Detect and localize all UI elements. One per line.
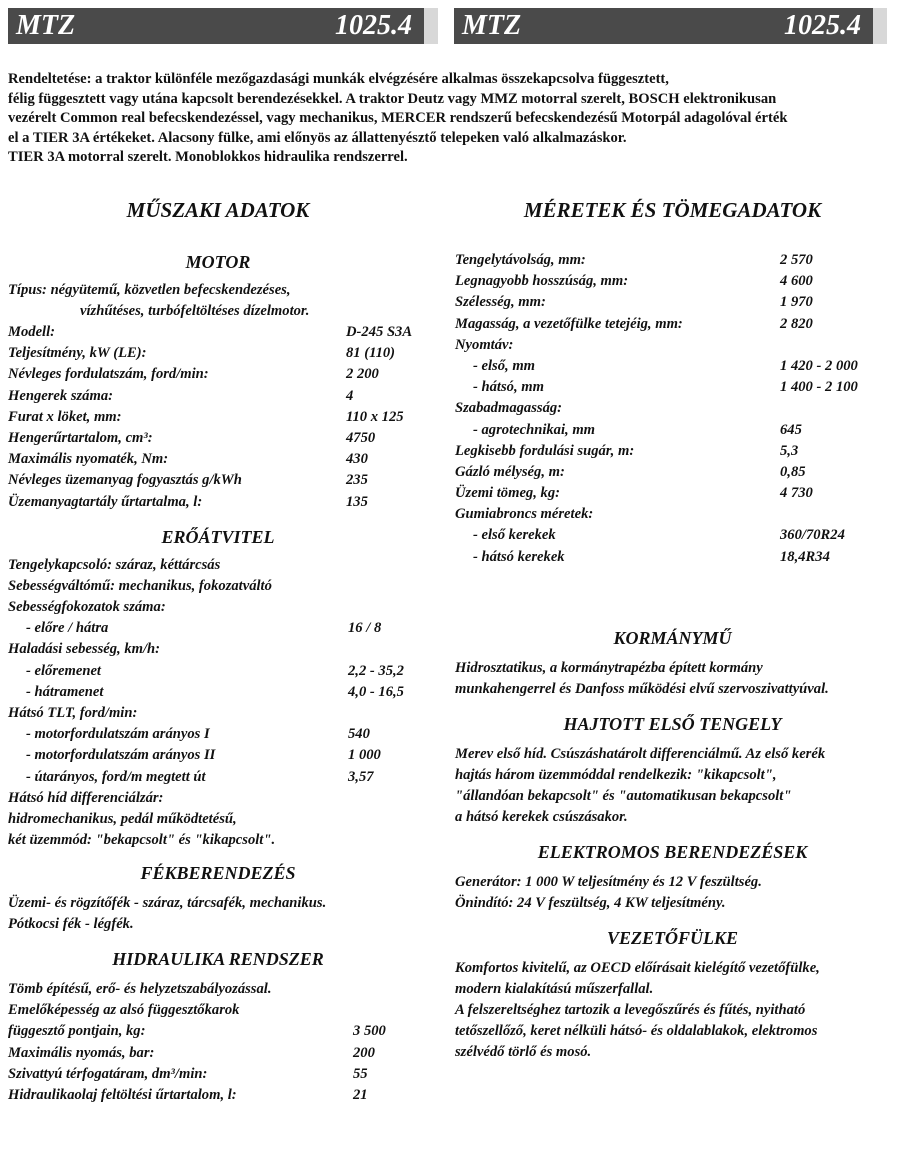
- spec-label: Maximális nyomaték, Nm:: [8, 451, 169, 468]
- spec-value: 4,0 - 16,5: [348, 683, 404, 700]
- subheading-motor: MOTOR: [185, 252, 251, 272]
- subheading-hidraulika: HIDRAULIKA RENDSZER: [112, 949, 324, 970]
- fulke-line: A felszereltséghez tartozik a levegőszűrés és fűtés, nyitható: [455, 1001, 806, 1018]
- spec-label: hidromechanikus, pedál működtetésű,: [8, 810, 237, 827]
- elektromos-line: Generátor: 1 000 W teljesítmény és 12 V feszültség.: [455, 873, 762, 890]
- kormanymu-line: munkahengerrel és Danfoss működési elvű szervoszivattyúval.: [455, 680, 829, 697]
- spec-label: Magasság, a vezetőfülke tetejéig, mm:: [455, 315, 683, 332]
- spec-label: Tengelytávolság, mm:: [455, 252, 586, 268]
- spec-row: [8, 407, 428, 428]
- header-bar-right: [454, 8, 887, 44]
- spec-row: [8, 1085, 428, 1106]
- spec-row: [8, 1064, 428, 1085]
- section-title-dimensions: MÉRETEK ÉS TÖMEGADATOK: [523, 198, 822, 222]
- spec-label: Szélesség, mm:: [455, 294, 546, 311]
- spec-row: [455, 356, 890, 377]
- spec-label: Névleges fordulatszám, ford/min:: [8, 366, 209, 383]
- spec-row: [8, 470, 428, 491]
- spec-value: 4 730: [780, 485, 813, 502]
- spec-label: Hengerek száma:: [8, 387, 113, 404]
- kormanymu-line: Hidrosztatikus, a kormánytrapézba épített kormány: [455, 659, 763, 676]
- spec-value: 21: [353, 1086, 368, 1103]
- spec-row: [8, 576, 428, 597]
- spec-row: [455, 441, 890, 462]
- spec-value: 135: [346, 493, 368, 510]
- spec-value: 0,85: [780, 463, 806, 480]
- spec-value: 540: [348, 726, 370, 743]
- intro-paragraph: [8, 70, 888, 168]
- spec-label: Maximális nyomás, bar:: [8, 1044, 155, 1061]
- spec-value: 235: [346, 472, 368, 489]
- section-title-technical: MŰSZAKI ADATOK: [126, 198, 310, 222]
- spec-label: Sebességfokozatok száma:: [8, 599, 166, 616]
- spec-row: [8, 618, 428, 639]
- spec-label: - agrotechnikai, mm: [473, 421, 596, 438]
- spec-row: [8, 703, 428, 724]
- spec-value: D-245 S3A: [346, 324, 413, 340]
- subheading-fulke: VEZETŐFÜLKE: [606, 927, 739, 948]
- subheading-eroatvitel: ERŐÁTVITEL: [161, 526, 275, 547]
- spec-row: [455, 250, 890, 271]
- spec-row: [8, 745, 428, 766]
- spec-value: 4750: [346, 429, 376, 446]
- spec-row: [455, 525, 890, 546]
- dimensions-spec-table: [455, 250, 890, 568]
- spec-value: 200: [353, 1044, 375, 1061]
- spec-row: [455, 420, 890, 441]
- spec-row: [8, 767, 428, 788]
- spec-row: [455, 547, 890, 568]
- subheading-fek: FÉKBERENDEZÉS: [140, 863, 296, 884]
- spec-row: [8, 555, 428, 576]
- spec-value: 1 420 - 2 000: [780, 357, 858, 374]
- spec-label: Legnagyobb hosszúság, mm:: [455, 273, 629, 290]
- intro-line: el a TIER 3A értékeket. Alacsony fülke, ami előnyös az állattenyésztő telepeken való alkalmazáskor.: [8, 129, 627, 146]
- spec-label: Teljesítmény, kW (LE):: [8, 345, 147, 362]
- spec-row: [8, 830, 428, 851]
- spec-value: 16 / 8: [348, 620, 382, 637]
- spec-label: - első kerekek: [473, 527, 556, 544]
- spec-row: [455, 504, 890, 525]
- left-column: [8, 198, 428, 1106]
- fulke-line: tetőszellőző, keret nélküli hátsó- és oldalablakok, elektromos: [455, 1022, 818, 1039]
- spec-row: [8, 1043, 428, 1064]
- spec-label: Modell:: [8, 324, 56, 340]
- spec-row: [8, 724, 428, 745]
- spec-row: [8, 364, 428, 385]
- fulke-line: Komfortos kivitelű, az OECD előírásait kielégítő vezetőfülke,: [455, 959, 820, 976]
- spec-row: [455, 292, 890, 313]
- spec-row: [8, 639, 428, 660]
- spec-value: 18,4R34: [780, 548, 830, 565]
- tengely-line: hajtás három üzemmóddal rendelkezik: "kikapcsolt",: [455, 766, 777, 783]
- spec-label: Üzemi tömeg, kg:: [455, 485, 560, 502]
- spec-label: - első, mm: [473, 357, 536, 374]
- fulke-line: szélvédő törlő és mosó.: [455, 1043, 592, 1060]
- spec-label: Tengelykapcsoló: száraz, kéttárcsás: [8, 556, 221, 573]
- spec-value: 1 000: [348, 747, 381, 764]
- spec-label: - hátsó, mm: [473, 379, 544, 396]
- spec-value: 430: [346, 451, 368, 468]
- spec-row: [8, 492, 428, 513]
- eroatvitel-spec-table: [8, 555, 428, 852]
- right-column: [455, 198, 890, 1063]
- spec-label: - hátramenet: [26, 683, 104, 700]
- spec-row: [8, 788, 428, 809]
- motor-spec-table: [8, 322, 428, 513]
- spec-label: Hengerűrtartalom, cm³:: [8, 429, 153, 446]
- spec-value: 81 (110): [346, 345, 396, 362]
- spec-label: Névleges üzemanyag fogyasztás g/kWh: [8, 472, 242, 489]
- spec-label: Sebességváltómű: mechanikus, fokozatváltó: [8, 577, 272, 594]
- spec-value: 2,2 - 35,2: [348, 662, 404, 679]
- intro-line: TIER 3A motorral szerelt. Monoblokkos hidraulika rendszerrel.: [8, 149, 408, 165]
- spec-label: Legkisebb fordulási sugár, m:: [455, 442, 635, 459]
- hidraulika-spec-table: [8, 1021, 428, 1106]
- spec-value: 3 500: [353, 1023, 386, 1040]
- spec-value: 1 970: [780, 294, 813, 311]
- spec-label: két üzemmód: "bekapcsolt" és "kikapcsolt".: [8, 832, 276, 849]
- spec-label: Nyomtáv:: [455, 336, 514, 353]
- motor-type-line: vízhűtéses, turbófeltöltéses dízelmotor.: [80, 303, 310, 319]
- spec-label: Szabadmagasság:: [455, 400, 563, 417]
- model-name: MTZ: [16, 10, 76, 41]
- spec-label: Hátsó híd differenciálzár:: [8, 789, 164, 806]
- spec-value: 1 400 - 2 100: [780, 379, 858, 396]
- spec-row: [8, 597, 428, 618]
- subheading-elektromos: ELEKTROMOS BERENDEZÉSEK: [537, 841, 808, 862]
- spec-label: - motorfordulatszám arányos II: [26, 747, 216, 764]
- hidraulika-line: Tömb építésű, erő- és helyzetszabályozással.: [8, 981, 272, 998]
- spec-value: 55: [353, 1065, 368, 1082]
- tengely-line: "állandóan bekapcsolt" és "automatikusan bekapcsolt": [455, 787, 792, 804]
- spec-row: [455, 398, 890, 419]
- spec-label: - útarányos, ford/m megtett út: [26, 768, 206, 785]
- spec-label: Üzemanyagtartály űrtartalma, l:: [8, 493, 203, 510]
- spec-value: 645: [780, 421, 802, 438]
- intro-line: Rendeltetése: a traktor különféle mezőgazdasági munkák elvégzésére alkalmas összekapcsolva függesztett,: [8, 71, 669, 87]
- spec-label: - előre / hátra: [26, 620, 109, 637]
- spec-label: - előremenet: [26, 662, 101, 679]
- spec-value: 4 600: [780, 273, 813, 290]
- spec-row: [8, 661, 428, 682]
- spec-label: Furat x löket, mm:: [8, 408, 122, 425]
- spec-row: [455, 462, 890, 483]
- spec-row: [455, 314, 890, 335]
- spec-value: 3,57: [348, 768, 374, 785]
- model-number: 1025.4: [335, 10, 412, 41]
- intro-line: félig függesztett vagy utána kapcsolt berendezésekkel. A traktor Deutz vagy MMZ motorral szerelt, BOSCH elektronikusan: [8, 90, 777, 107]
- fulke-line: modern kialakítású műszerfallal.: [455, 980, 654, 997]
- spec-value: 2 570: [780, 252, 813, 268]
- spec-value: 360/70R24: [780, 527, 845, 544]
- elektromos-line: Önindító: 24 V feszültség, 4 KW teljesítmény.: [455, 894, 726, 911]
- spec-value: 110 x 125: [346, 408, 404, 425]
- spec-value: 2 820: [780, 315, 813, 332]
- spec-row: [8, 809, 428, 830]
- spec-label: - motorfordulatszám arányos I: [26, 726, 210, 743]
- spec-label: Hidraulikaolaj feltöltési űrtartalom, l:: [8, 1086, 237, 1103]
- model-name: MTZ: [462, 10, 522, 41]
- spec-row: [8, 322, 428, 343]
- spec-row: [455, 271, 890, 292]
- tengely-line: Merev első híd. Csúszáshatárolt differenciálmű. Az első kerék: [455, 745, 826, 762]
- spec-row: [455, 335, 890, 356]
- spec-label: Gumiabroncs méretek:: [455, 506, 594, 523]
- spec-label: Hátsó TLT, ford/min:: [8, 705, 138, 721]
- model-number: 1025.4: [784, 10, 861, 41]
- fek-line: Üzemi- és rögzítőfék - száraz, tárcsafék, mechanikus.: [8, 895, 327, 912]
- fek-line: Pótkocsi fék - légfék.: [8, 916, 134, 933]
- motor-type-line: Típus: négyütemű, közvetlen befecskendezéses,: [8, 282, 291, 298]
- header-bar-left: [8, 8, 438, 44]
- spec-label: Szivattyú térfogatáram, dm³/min:: [8, 1065, 208, 1082]
- spec-row: [8, 386, 428, 407]
- spec-value: 2 200: [346, 366, 379, 383]
- subheading-kormanymu: KORMÁNYMŰ: [613, 627, 732, 648]
- intro-line: vezérelt Common real befecskendezéssel, vagy mechanikus, MERCER rendszerű befecskendezésű Motorpál adagolóval érték: [8, 110, 788, 126]
- spec-row: [8, 343, 428, 364]
- spec-value: 4: [346, 387, 354, 404]
- spec-row: [8, 449, 428, 470]
- tengely-line: a hátsó kerekek csúszásakor.: [455, 808, 628, 825]
- spec-row: [8, 682, 428, 703]
- spec-label: Haladási sebesség, km/h:: [8, 641, 161, 658]
- spec-label: függesztő pontjain, kg:: [8, 1023, 146, 1040]
- hidraulika-line: Emelőképesség az alsó függesztőkarok: [8, 1002, 240, 1019]
- spec-label: Gázló mélység, m:: [455, 463, 565, 480]
- spec-value: 5,3: [780, 442, 799, 459]
- spec-row: [455, 483, 890, 504]
- spec-row: [455, 377, 890, 398]
- spec-row: [8, 428, 428, 449]
- spec-row: [8, 1021, 428, 1042]
- subheading-tengely: HAJTOTT ELSŐ TENGELY: [563, 713, 782, 734]
- spec-label: - hátsó kerekek: [473, 548, 565, 565]
